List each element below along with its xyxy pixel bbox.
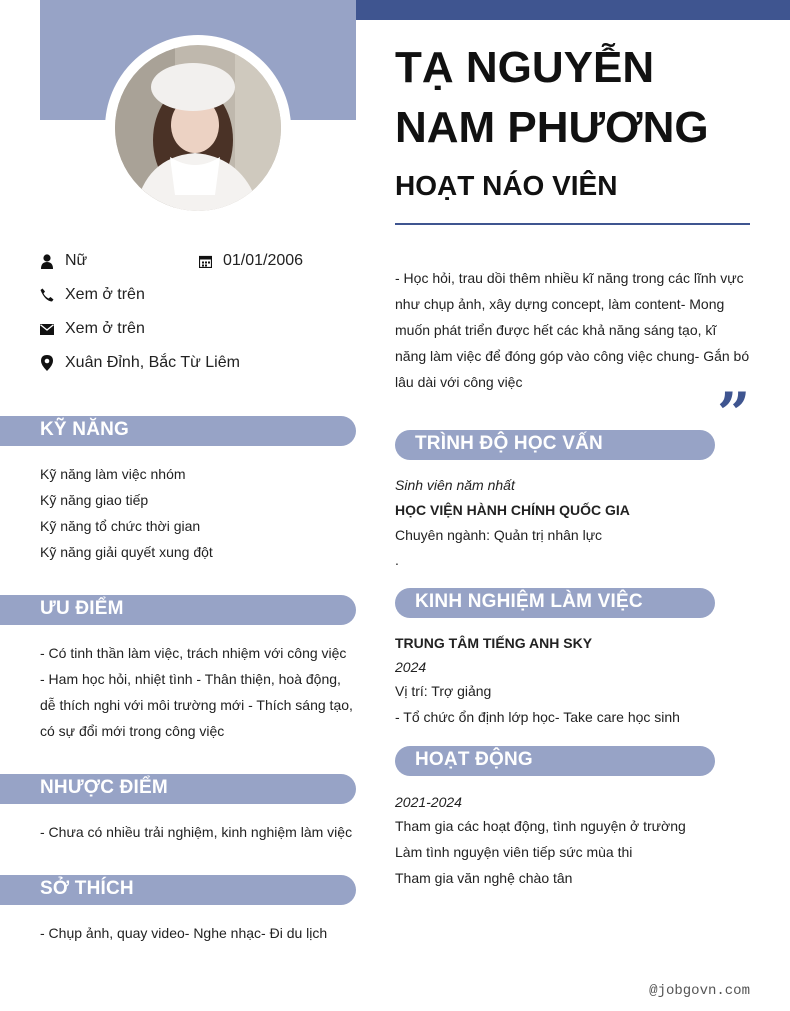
gender-value: Nữ	[65, 252, 88, 269]
skill-item: Kỹ năng tổ chức thời gian	[40, 518, 201, 534]
gender-row	[40, 252, 87, 270]
career-objective: - Học hỏi, trau dồi thêm nhiều kĩ năng trong các lĩnh vực như chụp ảnh, xây dựng concept, làm content- Mong muốn phát triển được hết các khả năng sáng tạo, kĩ năng làm việc để đóng góp vào công việc chung- Gắn bó lâu dài với công việc	[395, 270, 750, 390]
hobbies-title: SỞ THÍCH	[40, 878, 134, 899]
person-icon	[40, 253, 54, 269]
weaknesses-header	[0, 774, 356, 804]
skills-list	[40, 461, 350, 565]
experience-position: Vị trí: Trợ giảng	[395, 683, 492, 699]
dob-row	[198, 252, 303, 270]
address-row	[40, 354, 240, 372]
skills-header	[0, 416, 356, 446]
activities-block	[395, 790, 750, 890]
location-pin-icon	[40, 355, 54, 371]
education-school: HỌC VIỆN HÀNH CHÍNH QUỐC GIA	[395, 502, 630, 518]
email-value: Xem ở trên	[65, 320, 145, 337]
experience-block	[395, 631, 750, 729]
dob-value: 01/01/2006	[223, 252, 304, 269]
watermark: @jobgovn.com	[649, 983, 750, 999]
activities-header	[395, 746, 715, 776]
experience-description: - Tổ chức ổn định lớp học- Take care học sinh	[395, 709, 680, 725]
activity-item: Tham gia các hoạt động, tình nguyện ở trường	[395, 818, 686, 834]
experience-title: KINH NGHIỆM LÀM VIỆC	[415, 591, 643, 612]
education-period: Sinh viên năm nhất	[395, 477, 515, 493]
title-divider	[395, 223, 750, 225]
name-line-1: TẠ NGUYỄN	[395, 43, 655, 92]
phone-value: Xem ở trên	[65, 286, 145, 303]
address-value: Xuân Đỉnh, Bắc Từ Liêm	[65, 354, 240, 371]
hobbies-text: - Chụp ảnh, quay video- Nghe nhạc- Đi du lịch	[40, 925, 328, 941]
calendar-icon	[198, 253, 212, 269]
experience-header	[395, 588, 715, 618]
education-block	[395, 473, 750, 573]
weaknesses-text: - Chưa có nhiều trải nghiệm, kinh nghiệm làm việc	[40, 824, 353, 840]
quote-mark-icon: ”	[717, 380, 751, 448]
phone-row	[40, 286, 145, 304]
email-row	[40, 320, 145, 338]
education-title: TRÌNH ĐỘ HỌC VẤN	[415, 433, 603, 454]
education-note: .	[395, 552, 399, 568]
activity-item: Làm tình nguyện viên tiếp sức mùa thi	[395, 844, 633, 860]
job-title: HOẠT NÁO VIÊN	[395, 170, 618, 201]
activities-period: 2021-2024	[395, 794, 462, 810]
experience-company: TRUNG TÂM TIẾNG ANH SKY	[395, 635, 593, 651]
strengths-header	[0, 595, 356, 625]
strengths-title: ƯU ĐIỂM	[40, 598, 124, 619]
activity-item: Tham gia văn nghệ chào tân	[395, 870, 573, 886]
skill-item: Kỹ năng giao tiếp	[40, 492, 149, 508]
name-line-2: NAM PHƯƠNG	[395, 103, 709, 152]
avatar	[115, 45, 281, 211]
experience-year: 2024	[395, 659, 427, 675]
hobbies-header	[0, 875, 356, 905]
education-major: Chuyên ngành: Quản trị nhân lực	[395, 527, 603, 543]
full-name	[395, 38, 775, 158]
phone-icon	[40, 287, 54, 303]
envelope-icon	[40, 321, 54, 337]
skill-item: Kỹ năng làm việc nhóm	[40, 466, 186, 482]
skill-item: Kỹ năng giải quyết xung đột	[40, 544, 213, 560]
strengths-text: - Có tinh thần làm việc, trách nhiệm với công việc - Ham học hỏi, nhiệt tình - Thân thiện, hoà động, dễ thích nghi với môi trường mới - Thích sáng tạo, có sự đổi mới trong công việc	[40, 645, 353, 739]
education-header	[395, 430, 715, 460]
skills-title: KỸ NĂNG	[40, 419, 130, 440]
top-accent-bar	[356, 0, 790, 20]
activities-title: HOẠT ĐỘNG	[415, 749, 533, 770]
weaknesses-title: NHƯỢC ĐIỂM	[40, 777, 168, 798]
